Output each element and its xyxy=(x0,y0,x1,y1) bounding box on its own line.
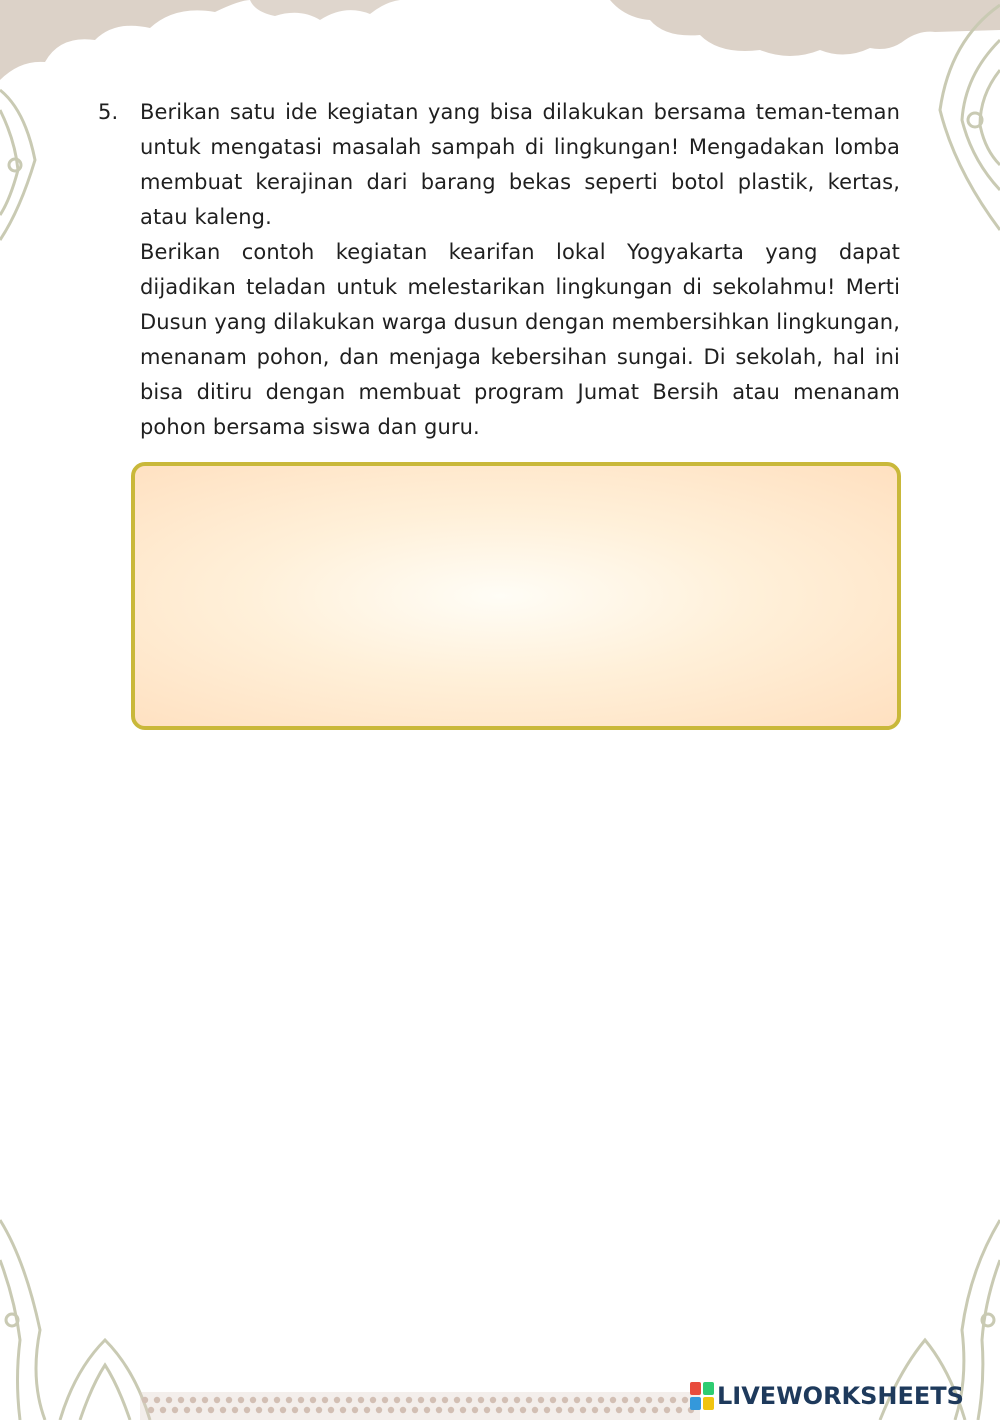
liveworksheets-logo xyxy=(690,1379,964,1413)
question-5 xyxy=(98,95,900,445)
top-left-ornament xyxy=(0,90,35,240)
top-right-cloud xyxy=(610,0,1000,56)
question-body xyxy=(140,95,900,445)
logo-square-blue xyxy=(690,1397,701,1410)
top-left-cloud xyxy=(0,0,400,80)
bottom-left-ornament xyxy=(0,1220,150,1420)
liveworksheets-logo-text: LIVEWORKSHEETS xyxy=(717,1382,964,1410)
liveworksheets-logo-icon xyxy=(690,1382,714,1410)
logo-square-yellow xyxy=(703,1397,714,1410)
question-paragraph-1: Berikan satu ide kegiatan yang bisa dilakukan bersama teman-teman untuk mengatasi masalah sampah di lingkungan! Mengadakan lomba membuat kerajinan dari barang bekas seperti botol plastik, kertas, atau kaleng. xyxy=(140,100,900,229)
answer-box[interactable] xyxy=(131,462,901,730)
question-number: 5. xyxy=(98,100,119,124)
logo-square-green xyxy=(703,1382,714,1395)
bottom-border-pattern xyxy=(140,1392,700,1420)
logo-square-red xyxy=(690,1382,701,1395)
top-right-ornament xyxy=(940,5,1000,230)
question-paragraph-2: Berikan contoh kegiatan kearifan lokal Yogyakarta yang dapat dijadikan teladan untuk melestarikan lingkungan di sekolahmu! Merti Dusun yang dilakukan warga dusun dengan membersihkan lingkungan, menanam pohon, dan menjaga kebersihan sungai. Di sekolah, hal ini bisa ditiru dengan membuat program Jumat Bersih atau menanam pohon bersama siswa dan guru. xyxy=(140,240,900,439)
